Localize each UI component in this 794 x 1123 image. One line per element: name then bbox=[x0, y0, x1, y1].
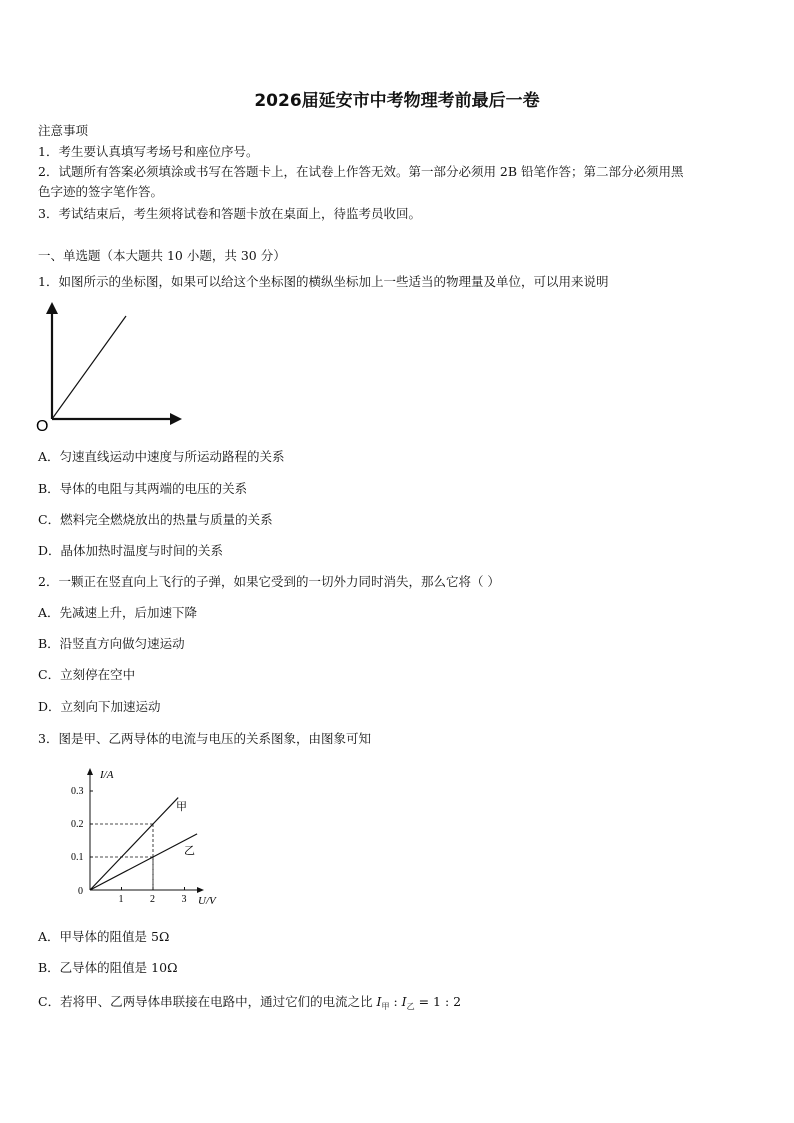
question-2-option-c[interactable]: C．立刻停在空中 bbox=[38, 667, 136, 682]
page-title: 2026届延安市中考物理考前最后一卷 bbox=[254, 91, 540, 111]
current-symbol-jia: I bbox=[376, 994, 382, 1009]
graph2-y-tick-label: 0.2 bbox=[71, 819, 84, 830]
graph1-line bbox=[52, 316, 126, 419]
option-c-text: C．若将甲、乙两导体串联接在电路中，通过它们的电流之比 bbox=[38, 994, 377, 1009]
question-1-option-b[interactable]: B．导体的电阻与其两端的电压的关系 bbox=[38, 481, 248, 496]
question-1-option-a[interactable]: A．匀速直线运动中速度与所运动路程的关系 bbox=[38, 449, 285, 464]
graph1-x-arrow bbox=[170, 413, 182, 425]
question-1-option-d[interactable]: D．晶体加热时温度与时间的关系 bbox=[38, 543, 224, 558]
notice-item-2-cont: 色字迹的签字笔作答。 bbox=[38, 184, 164, 199]
question-3-option-b[interactable]: B．乙导体的阻值是 10Ω bbox=[38, 960, 178, 975]
graph2-y-label: I/A bbox=[100, 769, 114, 781]
notice-item-1: 1．考生要认真填写考场号和座位序号。 bbox=[38, 144, 259, 159]
notice-item-3: 3．考试结束后，考生须将试卷和答题卡放在桌面上，待监考员收回。 bbox=[38, 206, 421, 221]
question-3-option-c[interactable] bbox=[38, 992, 461, 1012]
question-2-option-b[interactable]: B．沿竖直方向做匀速运动 bbox=[38, 636, 185, 651]
current-symbol-yi: I bbox=[401, 994, 407, 1009]
question-2-option-d[interactable]: D．立刻向下加速运动 bbox=[38, 699, 161, 714]
graph2-x-arrow bbox=[197, 887, 204, 893]
question-3-graph bbox=[66, 762, 226, 912]
question-2-stem: 2．一颗正在竖直向上飞行的子弹，如果它受到的一切外力同时消失，那么它将（ ） bbox=[38, 574, 500, 589]
graph2-x-tick-label: 1 bbox=[118, 894, 124, 905]
notice-item-2: 2．试题所有答案必须填涂或书写在答题卡上，在试卷上作答无效。第一部分必须用 2B 铅笔作答；第二部分必须用黑 bbox=[38, 164, 684, 179]
question-2-option-a[interactable]: A．先减速上升，后加速下降 bbox=[38, 605, 198, 620]
ratio-colon: : bbox=[389, 994, 402, 1009]
graph2-origin-label: 0 bbox=[78, 886, 83, 897]
question-1-option-c[interactable]: C．燃料完全燃烧放出的热量与质量的关系 bbox=[38, 512, 273, 527]
graph2-x-tick-label: 2 bbox=[150, 894, 155, 905]
question-1-stem: 1．如图所示的坐标图，如果可以给这个坐标图的横纵坐标加上一些适当的物理量及单位，可以用来说明 bbox=[38, 274, 609, 289]
graph2-y-arrow bbox=[87, 768, 93, 775]
graph2-y-tick-label: 0.1 bbox=[71, 852, 84, 863]
graph2-series-label-yi: 乙 bbox=[184, 845, 195, 857]
notice-heading: 注意事项 bbox=[38, 123, 89, 138]
question-3-option-a[interactable]: A．甲导体的阻值是 5Ω bbox=[38, 929, 170, 944]
question-1-graph bbox=[34, 298, 194, 438]
graph2-y-tick-label: 0.3 bbox=[71, 786, 84, 797]
subscript-yi: 乙 bbox=[406, 1002, 415, 1011]
graph2-series-label-jia: 甲 bbox=[176, 801, 187, 813]
graph2-series-yi-line bbox=[90, 834, 197, 890]
graph1-origin-label: O bbox=[36, 418, 49, 435]
question-3-stem: 3．图是甲、乙两导体的电流与电压的关系图象，由图象可知 bbox=[38, 731, 371, 746]
section-heading: 一、单选题（本大题共 10 小题，共 30 分） bbox=[38, 248, 286, 263]
subscript-jia: 甲 bbox=[381, 1002, 390, 1011]
graph2-x-tick-label: 3 bbox=[181, 894, 187, 905]
graph2-x-label: U/V bbox=[198, 895, 216, 907]
ratio-value: = 1 : 2 bbox=[414, 994, 462, 1009]
graph1-y-arrow bbox=[46, 302, 58, 314]
graph2-series-jia-line bbox=[90, 798, 178, 890]
